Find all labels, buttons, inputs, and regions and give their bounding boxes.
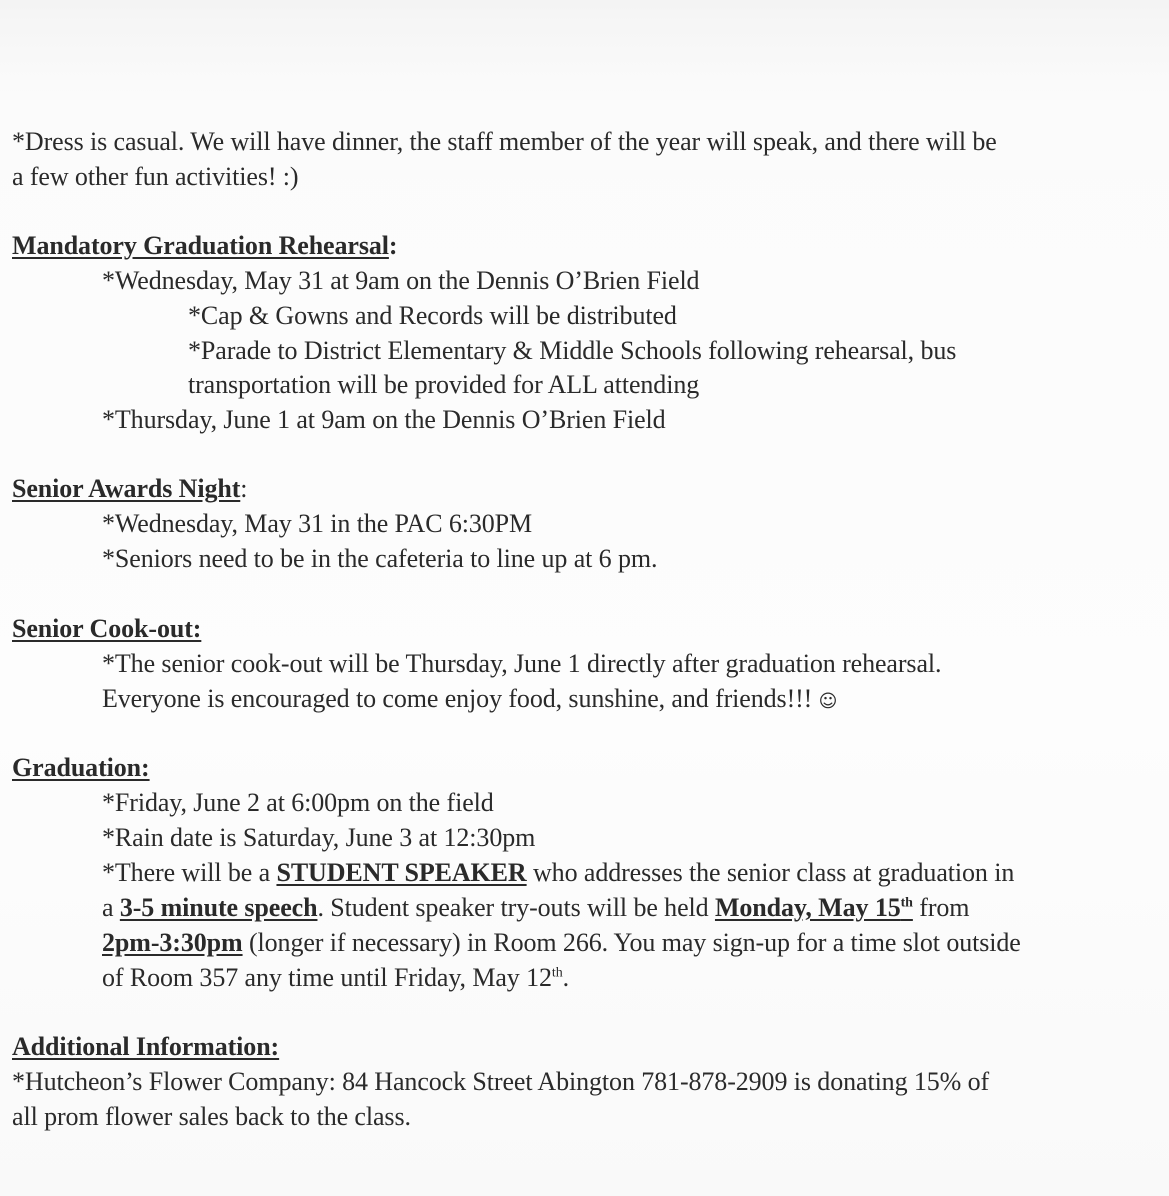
additional-heading-text: Additional Information: bbox=[12, 1032, 280, 1061]
rehearsal-item-2: *Thursday, June 1 at 9am on the Dennis O’Brien Field bbox=[102, 405, 666, 434]
speaker-text-g: of Room 357 any time until Friday, May 12 bbox=[102, 963, 552, 992]
cookout-line-1: *The senior cook-out will be Thursday, June 1 directly after graduation rehearsal. bbox=[102, 649, 942, 678]
awards-heading bbox=[12, 472, 247, 506]
rehearsal-sub-2-line-2: transportation will be provided for ALL attending bbox=[188, 370, 700, 399]
student-speaker-emphasis: STUDENT SPEAKER bbox=[276, 858, 527, 887]
intro-line-1: *Dress is casual. We will have dinner, the staff member of the year will speak, and there will be bbox=[12, 127, 997, 156]
rehearsal-sub-1: *Cap & Gowns and Records will be distributed bbox=[188, 301, 677, 330]
rehearsal-heading-colon: : bbox=[388, 231, 398, 260]
rehearsal-item-1: *Wednesday, May 31 at 9am on the Dennis O’Brien Field bbox=[102, 266, 700, 295]
tryout-time-emphasis: 2pm-3:30pm bbox=[102, 928, 243, 957]
smiley-icon: ☺ bbox=[818, 691, 838, 712]
graduation-item-3-line-4 bbox=[102, 961, 569, 995]
graduation-item-3-line-2 bbox=[102, 891, 969, 925]
intro-line-2: a few other fun activities! :) bbox=[12, 162, 299, 191]
speaker-text-c: a bbox=[102, 893, 120, 922]
cookout-line-2 bbox=[102, 682, 837, 719]
cookout-heading-text: Senior Cook-out: bbox=[12, 614, 202, 643]
speaker-text-h: . bbox=[562, 963, 570, 992]
speaker-text-d: . Student speaker try-outs will be held bbox=[317, 893, 715, 922]
awards-item-1: *Wednesday, May 31 in the PAC 6:30PM bbox=[102, 509, 533, 538]
graduation-item-2: *Rain date is Saturday, June 3 at 12:30pm bbox=[102, 823, 536, 852]
speaker-text-f: (longer if necessary) in Room 266. You may sign-up for a time slot outside bbox=[242, 928, 1021, 957]
additional-line-2: all prom flower sales back to the class. bbox=[12, 1102, 411, 1131]
speaker-text-b: who addresses the senior class at graduation in bbox=[526, 858, 1015, 887]
graduation-item-3-line-1 bbox=[102, 856, 1014, 890]
speaker-text-a: *There will be a bbox=[102, 858, 277, 887]
rehearsal-sub-2-line-1: *Parade to District Elementary & Middle Schools following rehearsal, bus bbox=[188, 336, 957, 365]
graduation-item-1: *Friday, June 2 at 6:00pm on the field bbox=[102, 788, 494, 817]
speaker-text-e: from bbox=[912, 893, 970, 922]
cookout-heading bbox=[12, 612, 201, 646]
rehearsal-heading bbox=[12, 229, 397, 263]
tryout-date-emphasis bbox=[715, 893, 913, 922]
signup-date-sup: th bbox=[551, 965, 563, 981]
tryout-date-text: Monday, May 15 bbox=[714, 893, 901, 922]
awards-item-2: *Seniors need to be in the cafeteria to line up at 6 pm. bbox=[102, 544, 658, 573]
additional-line-1: *Hutcheon’s Flower Company: 84 Hancock Street Abington 781-878-2909 is donating 15% of bbox=[12, 1067, 990, 1096]
cookout-line-2-text: Everyone is encouraged to come enjoy food, sunshine, and friends!!! bbox=[102, 684, 819, 713]
additional-heading bbox=[12, 1030, 279, 1064]
graduation-heading-text: Graduation: bbox=[12, 753, 150, 782]
graduation-heading bbox=[12, 751, 150, 785]
speech-length-emphasis: 3-5 minute speech bbox=[119, 893, 318, 922]
tryout-date-sup: th bbox=[900, 895, 913, 911]
graduation-item-3-line-3 bbox=[102, 926, 1021, 960]
rehearsal-heading-text: Mandatory Graduation Rehearsal bbox=[12, 231, 389, 260]
awards-heading-colon: : bbox=[240, 474, 248, 503]
awards-heading-text: Senior Awards Night bbox=[12, 474, 241, 503]
